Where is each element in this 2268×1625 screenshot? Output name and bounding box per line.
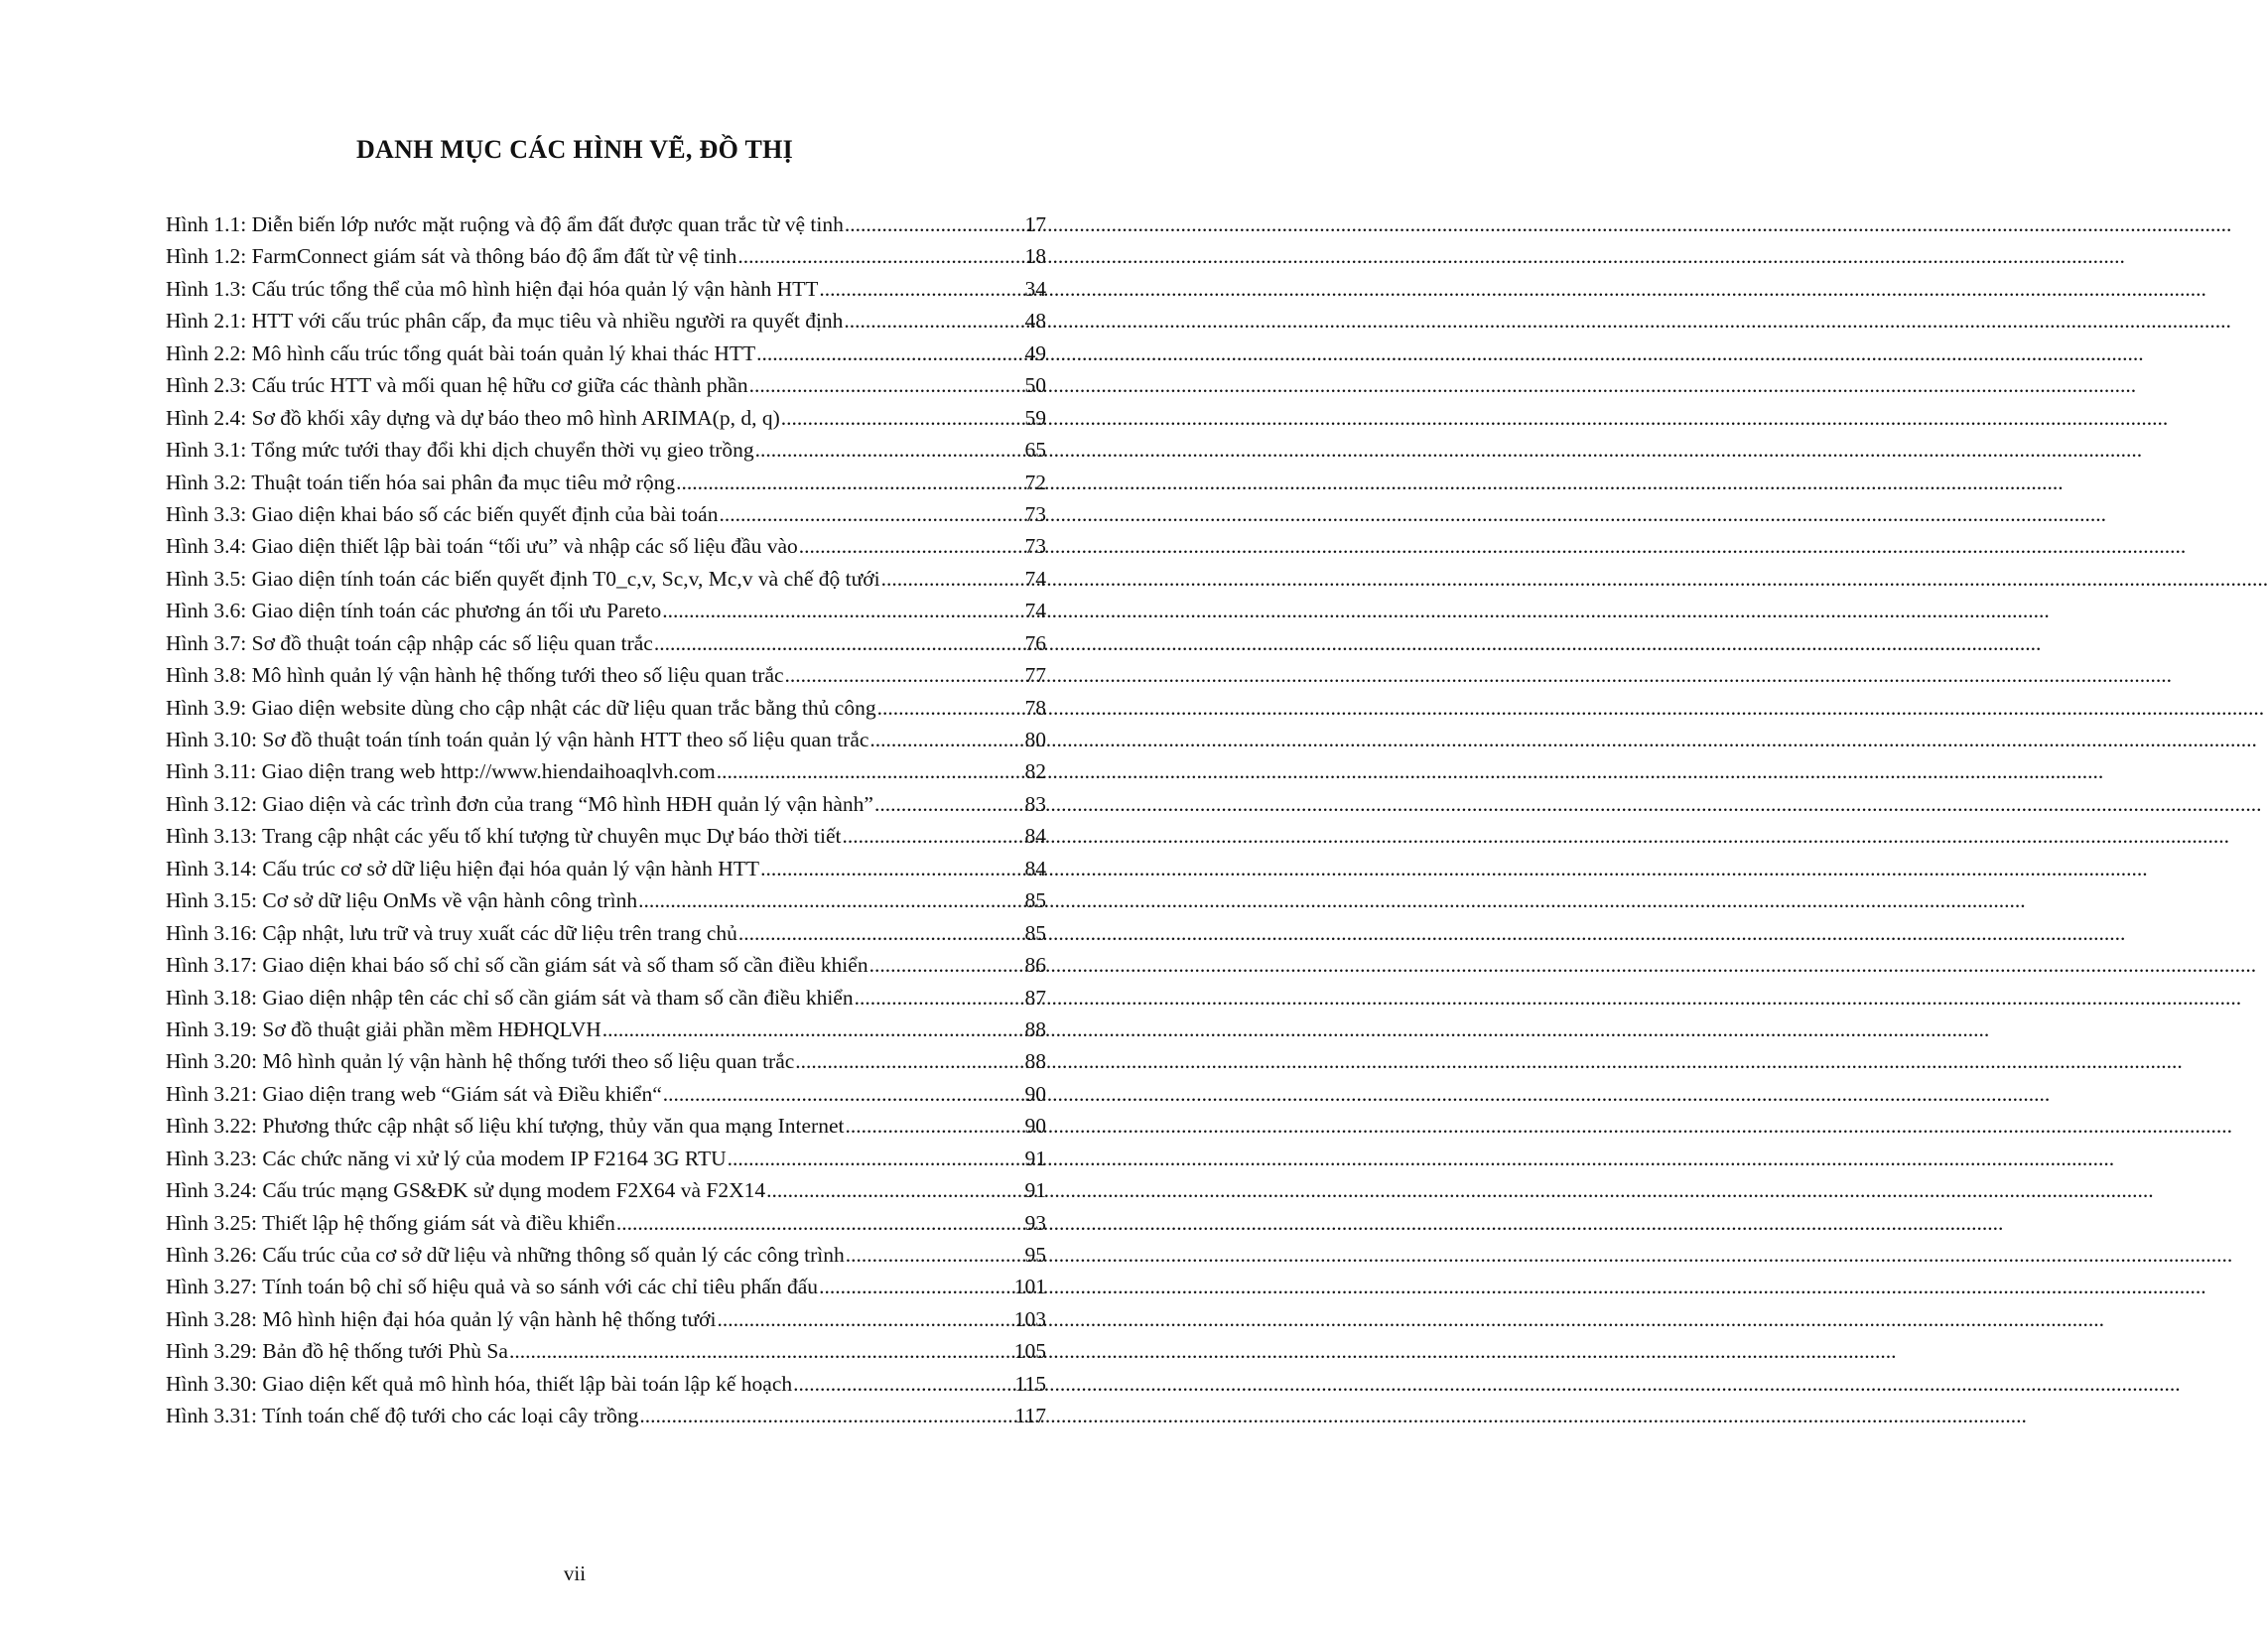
toc-entry-title: Sơ đồ khối xây dựng và dự báo theo mô hình ARIMA(p, d, q) — [251, 405, 780, 430]
toc-entry-page-number: 73 — [1024, 534, 1046, 559]
toc-entry-title: Cập nhật, lưu trữ và truy xuất các dữ liệu trên trang chủ — [262, 920, 737, 945]
toc-entry-caption — [166, 309, 843, 334]
toc-entry-title: Sơ đồ thuật toán cập nhập các số liệu quan trắc — [251, 630, 653, 655]
toc-entry-title: HTT với cấu trúc phân cấp, đa mục tiêu và nhiều người ra quyết định — [251, 309, 844, 334]
toc-entry[interactable] — [166, 1372, 1046, 1404]
toc-entry-label: Hình 3.1: — [166, 438, 247, 463]
toc-entry[interactable] — [166, 888, 1046, 920]
page-number: vii — [563, 1561, 587, 1585]
toc-entry-label: Hình 3.13: — [166, 824, 257, 849]
dot-leader — [781, 406, 1024, 431]
toc-entry-page-number: 87 — [1024, 985, 1046, 1010]
toc-entry-page-number: 72 — [1024, 470, 1046, 494]
toc-entry[interactable] — [166, 567, 1046, 599]
dot-leader — [717, 759, 1024, 784]
toc-entry-label: Hình 3.18: — [166, 985, 257, 1010]
dot-leader — [738, 921, 1024, 946]
toc-entry-caption — [166, 277, 818, 302]
toc-entry-label: Hình 3.16: — [166, 920, 257, 945]
toc-entry[interactable] — [166, 341, 1046, 373]
toc-entry-page-number: 76 — [1024, 630, 1046, 655]
toc-entry-label: Hình 3.24: — [166, 1178, 257, 1203]
toc-entry-caption — [166, 759, 716, 784]
toc-entry-label: Hình 3.4: — [166, 534, 247, 559]
toc-entry-page-number: 78 — [1024, 695, 1046, 720]
toc-entry-label: Hình 3.21: — [166, 1081, 257, 1106]
dot-leader — [877, 696, 1024, 721]
dot-leader — [663, 1082, 1024, 1107]
toc-entry-page-number: 84 — [1024, 856, 1046, 880]
toc-entry-title: Giao diện trang web http://www.hiendaihoaqlvh.com — [261, 759, 716, 784]
toc-entry-title: Mô hình cấu trúc tổng quát bài toán quản lý khai thác HTT — [251, 340, 756, 365]
toc-entry-page-number: 90 — [1024, 1081, 1046, 1106]
toc-entry-caption — [166, 1307, 717, 1332]
toc-entry-caption — [166, 1211, 615, 1236]
dot-leader — [793, 1372, 1013, 1397]
toc-entry-title: Giao diện trang web “Giám sát và Điều khiển“ — [262, 1081, 662, 1106]
toc-entry-title: Thiết lập hệ thống giám sát và điều khiển — [261, 1210, 615, 1235]
toc-entry[interactable] — [166, 244, 1046, 276]
toc-entry-title: Cấu trúc HTT và mối quan hệ hữu cơ giữa các thành phần — [251, 373, 748, 398]
toc-entry-page-number: 77 — [1024, 663, 1046, 688]
toc-entry-page-number: 49 — [1024, 340, 1046, 365]
toc-entry-caption — [166, 1372, 792, 1397]
toc-entry-label: Hình 3.7: — [166, 630, 247, 655]
toc-entry-label: Hình 1.2: — [166, 244, 247, 269]
toc-entry-label: Hình 2.2: — [166, 340, 247, 365]
toc-entry-title: Cấu trúc tổng thể của mô hình hiện đại hóa quản lý vận hành HTT — [251, 276, 819, 301]
toc-entry-caption — [166, 1178, 765, 1203]
dot-leader — [785, 663, 1024, 688]
toc-entry-label: Hình 3.8: — [166, 663, 247, 688]
toc-entry[interactable] — [166, 663, 1046, 695]
dot-leader — [737, 244, 1023, 269]
toc-entry-title: Cấu trúc của cơ sở dữ liệu và những thông số quản lý các công trình — [262, 1243, 845, 1267]
dot-leader — [869, 728, 1023, 752]
dot-leader — [755, 438, 1024, 463]
dot-leader — [869, 953, 1024, 978]
toc-entry[interactable] — [166, 1339, 1046, 1371]
toc-entry-title: Các chức năng vi xử lý của modem IP F2164 3G RTU — [262, 1146, 727, 1170]
toc-entry-page-number: 95 — [1024, 1243, 1046, 1267]
toc-entry-caption — [166, 1339, 508, 1364]
toc-entry-title: Giao diện website dùng cho cập nhật các dữ liệu quan trắc bằng thủ công — [251, 695, 876, 720]
toc-entry-page-number: 80 — [1024, 728, 1046, 751]
toc-entry[interactable] — [166, 1307, 1046, 1339]
toc-entry-page-number: 85 — [1024, 888, 1046, 913]
toc-entry-label: Hình 3.14: — [166, 856, 257, 880]
toc-entry-label: Hình 2.3: — [166, 373, 247, 398]
toc-entry-caption — [166, 728, 868, 752]
toc-entry-title: Trang cập nhật các yếu tố khí tượng từ chuyên mục Dự báo thời tiết — [261, 824, 842, 849]
toc-entry-caption — [166, 696, 876, 721]
toc-entry-page-number: 88 — [1024, 1049, 1046, 1074]
dot-leader — [616, 1211, 1024, 1236]
dot-leader — [845, 212, 1024, 237]
toc-entry[interactable] — [166, 631, 1046, 663]
toc-entry[interactable] — [166, 696, 1046, 728]
toc-entry-page-number: 85 — [1024, 920, 1046, 945]
dot-leader — [819, 277, 1023, 302]
dot-leader — [844, 309, 1023, 334]
toc-entry-label: Hình 3.12: — [166, 791, 257, 816]
dot-leader — [728, 1147, 1024, 1171]
toc-entry[interactable] — [166, 599, 1046, 630]
toc-entry[interactable] — [166, 1147, 1046, 1178]
toc-entry-caption — [166, 438, 754, 463]
toc-entry[interactable] — [166, 406, 1046, 438]
toc-entry[interactable] — [166, 534, 1046, 566]
page-title: DANH MỤC CÁC HÌNH VẼ, ĐỒ THỊ — [355, 135, 794, 164]
toc-entry-page-number: 82 — [1024, 759, 1046, 784]
toc-entry-page-number: 74 — [1024, 566, 1046, 591]
toc-entry-caption — [166, 1114, 845, 1139]
toc-entry-label: Hình 3.30: — [166, 1371, 257, 1396]
toc-entry-title: Giao diện khai báo số chỉ số cần giám sát và số tham số cần điều khiển — [262, 953, 868, 978]
toc-entry-label: Hình 2.1: — [166, 309, 247, 334]
toc-entry-page-number: 17 — [1024, 212, 1046, 236]
toc-entry-title: Giao diện khai báo số các biến quyết định của bài toán — [251, 501, 719, 526]
toc-entry-title: Phương thức cập nhật số liệu khí tượng, thủy văn qua mạng Internet — [262, 1114, 845, 1139]
dot-leader — [719, 502, 1023, 527]
toc-entry-page-number: 50 — [1024, 373, 1046, 398]
toc-entry-title: Tính toán bộ chỉ số hiệu quả và so sánh với các chỉ tiêu phấn đấu — [261, 1275, 819, 1299]
toc-entry-page-number: 48 — [1024, 309, 1046, 334]
toc-entry-page-number: 93 — [1024, 1210, 1046, 1235]
toc-entry[interactable] — [166, 857, 1046, 888]
toc-entry-page-number: 34 — [1024, 276, 1046, 301]
toc-entry-caption — [166, 663, 784, 688]
toc-entry-caption — [166, 792, 873, 817]
toc-entry-title: Diễn biến lớp nước mặt ruộng và độ ẩm đất được quan trắc từ vệ tinh — [251, 212, 844, 236]
toc-entry[interactable] — [166, 1243, 1046, 1275]
dot-leader — [662, 599, 1023, 623]
toc-entry-caption — [166, 1275, 818, 1299]
toc-entry-caption — [166, 502, 718, 527]
toc-entry[interactable] — [166, 824, 1046, 856]
toc-entry[interactable] — [166, 1114, 1046, 1146]
toc-entry-page-number: 83 — [1024, 791, 1046, 816]
toc-entry-page-number: 65 — [1024, 438, 1046, 463]
toc-entry[interactable] — [166, 212, 1046, 244]
toc-entry-label: Hình 3.26: — [166, 1243, 257, 1267]
toc-entry[interactable] — [166, 1049, 1046, 1081]
toc-entry-title: Giao diện thiết lập bài toán “tối ưu” và nhập các số liệu đầu vào — [251, 534, 798, 559]
toc-entry-caption — [166, 567, 880, 592]
toc-entry[interactable] — [166, 277, 1046, 309]
toc-entry-title: Cấu trúc mạng GS&ĐK sử dụng modem F2X64 và F2X14 — [262, 1178, 766, 1203]
toc-entry[interactable] — [166, 1017, 1046, 1049]
toc-entry-caption — [166, 631, 653, 656]
toc-entry-label: Hình 3.17: — [166, 953, 257, 978]
toc-entry[interactable] — [166, 792, 1046, 824]
toc-entry[interactable] — [166, 1275, 1046, 1306]
toc-entry-label: Hình 3.11: — [166, 759, 257, 784]
toc-entry-caption — [166, 534, 798, 559]
toc-entry-page-number: 74 — [1024, 599, 1046, 623]
toc-entry[interactable] — [166, 921, 1046, 953]
toc-entry-title: Giao diện tính toán các biến quyết định T0_c,v, Sc,v, Mc,v và chế độ tưới — [251, 566, 880, 591]
toc-entry-page-number: 105 — [1013, 1339, 1046, 1364]
toc-entry-caption — [166, 857, 759, 881]
toc-entry-caption — [166, 1243, 845, 1268]
toc-entry-caption — [166, 953, 868, 978]
toc-entry[interactable] — [166, 1404, 1046, 1435]
toc-entry-page-number: 73 — [1024, 501, 1046, 526]
dot-leader — [799, 534, 1024, 559]
toc-entry-page-number: 91 — [1024, 1178, 1046, 1203]
toc-entry-caption — [166, 824, 842, 849]
toc-entry-title: Giao diện và các trình đơn của trang “Mô hình HĐH quản lý vận hành” — [262, 791, 873, 816]
toc-entry-caption — [166, 406, 780, 431]
toc-entry-page-number: 59 — [1024, 405, 1046, 430]
toc-entry[interactable] — [166, 373, 1046, 405]
toc-entry-caption — [166, 888, 637, 913]
dot-leader — [654, 631, 1024, 656]
dot-leader — [846, 1243, 1024, 1268]
toc-entry-label: Hình 3.27: — [166, 1275, 257, 1299]
toc-entry-page-number: 88 — [1024, 1016, 1046, 1041]
toc-entry[interactable] — [166, 1082, 1046, 1114]
toc-entry[interactable] — [166, 728, 1046, 759]
toc-entry-title: FarmConnect giám sát và thông báo độ ẩm đất từ vệ tinh — [251, 244, 737, 269]
toc-entry-title: Giao diện tính toán các phương án tối ưu Pareto — [251, 599, 662, 623]
toc-entry-label: Hình 3.29: — [166, 1339, 257, 1364]
toc-entry-title: Cơ sở dữ liệu OnMs về vận hành công trình — [262, 888, 638, 913]
toc-entry-label: Hình 3.23: — [166, 1146, 257, 1170]
toc-entry-caption — [166, 212, 844, 237]
toc-entry-label: Hình 3.2: — [166, 470, 247, 494]
toc-entry-caption — [166, 341, 755, 366]
toc-entry-caption — [166, 373, 748, 398]
toc-entry-caption — [166, 1082, 662, 1107]
dot-leader — [760, 857, 1023, 881]
toc-entry[interactable] — [166, 1211, 1046, 1243]
toc-entry-page-number: 86 — [1024, 953, 1046, 978]
toc-entry-title: Thuật toán tiến hóa sai phân đa mục tiêu mở rộng — [251, 470, 676, 494]
toc-entry-label: Hình 3.5: — [166, 566, 247, 591]
dot-leader — [756, 341, 1023, 366]
dot-leader — [638, 888, 1023, 913]
dot-leader — [846, 1114, 1024, 1139]
dot-leader — [881, 567, 1024, 592]
figure-list — [166, 212, 1046, 1436]
toc-entry-caption — [166, 1017, 601, 1042]
dot-leader — [843, 824, 1024, 849]
toc-entry-title: Giao diện kết quả mô hình hóa, thiết lập bài toán lập kế hoạch — [262, 1371, 793, 1396]
toc-entry-page-number: 101 — [1013, 1275, 1046, 1299]
toc-entry-label: Hình 3.31: — [166, 1404, 257, 1428]
dot-leader — [749, 373, 1024, 398]
toc-entry-page-number: 91 — [1024, 1146, 1046, 1170]
toc-entry-caption — [166, 1049, 794, 1074]
dot-leader — [874, 792, 1024, 817]
toc-entry-label: Hình 3.9: — [166, 695, 247, 720]
toc-entry[interactable] — [166, 309, 1046, 340]
dot-leader — [766, 1178, 1023, 1203]
toc-entry-caption — [166, 986, 854, 1011]
dot-leader — [639, 1404, 1013, 1428]
toc-entry-caption — [166, 1404, 638, 1428]
toc-entry[interactable] — [166, 438, 1046, 470]
toc-entry-title: Giao diện nhập tên các chỉ số cần giám sát và tham số cần điều khiển — [262, 985, 854, 1010]
toc-entry-title: Sơ đồ thuật toán tính toán quản lý vận hành HTT theo số liệu quan trắc — [262, 728, 869, 751]
toc-entry[interactable] — [166, 1178, 1046, 1210]
toc-entry-page-number: 117 — [1014, 1404, 1046, 1428]
toc-entry[interactable] — [166, 502, 1046, 534]
toc-entry-label: Hình 1.1: — [166, 212, 247, 236]
toc-entry-label: Hình 3.19: — [166, 1016, 257, 1041]
dot-leader — [718, 1307, 1013, 1332]
dot-leader — [855, 986, 1024, 1011]
toc-entry-title: Tính toán chế độ tưới cho các loại cây trồng — [261, 1404, 639, 1428]
toc-entry[interactable] — [166, 953, 1046, 985]
toc-entry[interactable] — [166, 759, 1046, 791]
toc-entry-caption — [166, 599, 661, 623]
toc-entry[interactable] — [166, 471, 1046, 502]
toc-entry-label: Hình 3.22: — [166, 1114, 257, 1139]
toc-entry-label: Hình 3.20: — [166, 1049, 257, 1074]
toc-entry-page-number: 103 — [1013, 1306, 1046, 1331]
dot-leader — [676, 471, 1023, 495]
toc-entry-title: Tổng mức tưới thay đổi khi dịch chuyển thời vụ gieo trồng — [251, 438, 754, 463]
toc-entry-label: Hình 3.25: — [166, 1210, 257, 1235]
toc-entry-title: Bản đồ hệ thống tưới Phù Sa — [262, 1339, 508, 1364]
toc-entry-title: Sơ đồ thuật giải phần mềm HĐHQLVH — [262, 1016, 601, 1041]
dot-leader — [602, 1017, 1024, 1042]
toc-entry-label: Hình 1.3: — [166, 276, 247, 301]
toc-entry-label: Hình 3.3: — [166, 501, 247, 526]
dot-leader — [795, 1049, 1023, 1074]
toc-entry-label: Hình 3.15: — [166, 888, 257, 913]
toc-entry-page-number: 115 — [1014, 1371, 1046, 1396]
toc-entry[interactable] — [166, 986, 1046, 1017]
toc-entry-title: Mô hình quản lý vận hành hệ thống tưới theo số liệu quan trắc — [251, 663, 784, 688]
toc-entry-page-number: 18 — [1024, 244, 1046, 269]
dot-leader — [819, 1275, 1013, 1299]
toc-entry-caption — [166, 921, 737, 946]
toc-entry-page-number: 90 — [1024, 1114, 1046, 1139]
dot-leader — [509, 1339, 1013, 1364]
toc-entry-caption — [166, 471, 675, 495]
toc-entry-label: Hình 3.6: — [166, 599, 247, 623]
toc-entry-title: Mô hình hiện đại hóa quản lý vận hành hệ thống tưới — [262, 1306, 717, 1331]
toc-entry-title: Mô hình quản lý vận hành hệ thống tưới theo số liệu quan trắc — [262, 1049, 795, 1074]
toc-entry-title: Cấu trúc cơ sở dữ liệu hiện đại hóa quản lý vận hành HTT — [262, 856, 760, 880]
toc-entry-label: Hình 2.4: — [166, 405, 247, 430]
toc-entry-label: Hình 3.28: — [166, 1306, 257, 1331]
toc-entry-caption — [166, 244, 736, 269]
toc-entry-label: Hình 3.10: — [166, 728, 257, 751]
toc-entry-caption — [166, 1147, 727, 1171]
toc-entry-page-number: 84 — [1024, 824, 1046, 849]
